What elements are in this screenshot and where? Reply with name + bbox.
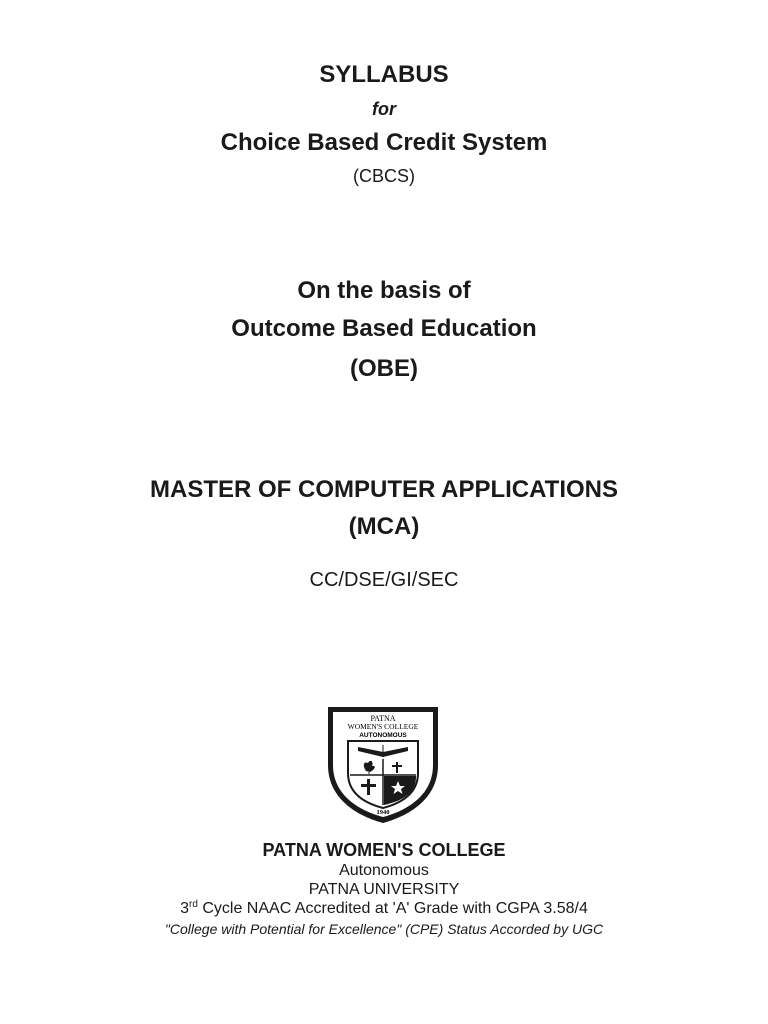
logo-line3: AUTONOMOUS [359,732,407,739]
course-types: CC/DSE/GI/SEC [309,569,459,591]
naac-accreditation [0,900,768,918]
college-status: Autonomous [339,862,429,879]
document-title: SYLLABUS [319,61,449,88]
college-name: PATNA WOMEN'S COLLEGE [262,840,506,860]
obe-abbr: (OBE) [350,355,418,382]
program-abbr: (MCA) [348,513,420,540]
for-label: for [372,99,396,119]
naac-cycle-number: 3 [180,900,189,917]
credit-system-abbr: (CBCS) [353,166,415,186]
obe-title: Outcome Based Education [231,315,537,342]
logo-line1: PATNA [370,714,396,723]
naac-text: Cycle NAAC Accredited at 'A' Grade with CGPA 3.58/4 [197,900,588,917]
cpe-status: "College with Potential for Excellence" (CPE) Status Accorded by UGC [164,921,604,937]
naac-cycle-suffix: rd [189,899,198,910]
college-crest-logo [324,701,442,825]
program-title: MASTER OF COMPUTER APPLICATIONS [150,476,618,503]
logo-line2: WOMEN'S COLLEGE [347,722,419,731]
logo-year: 1940 [376,809,390,816]
university-name: PATNA UNIVERSITY [308,881,460,898]
basis-line: On the basis of [297,277,471,304]
credit-system-title: Choice Based Credit System [220,129,548,156]
